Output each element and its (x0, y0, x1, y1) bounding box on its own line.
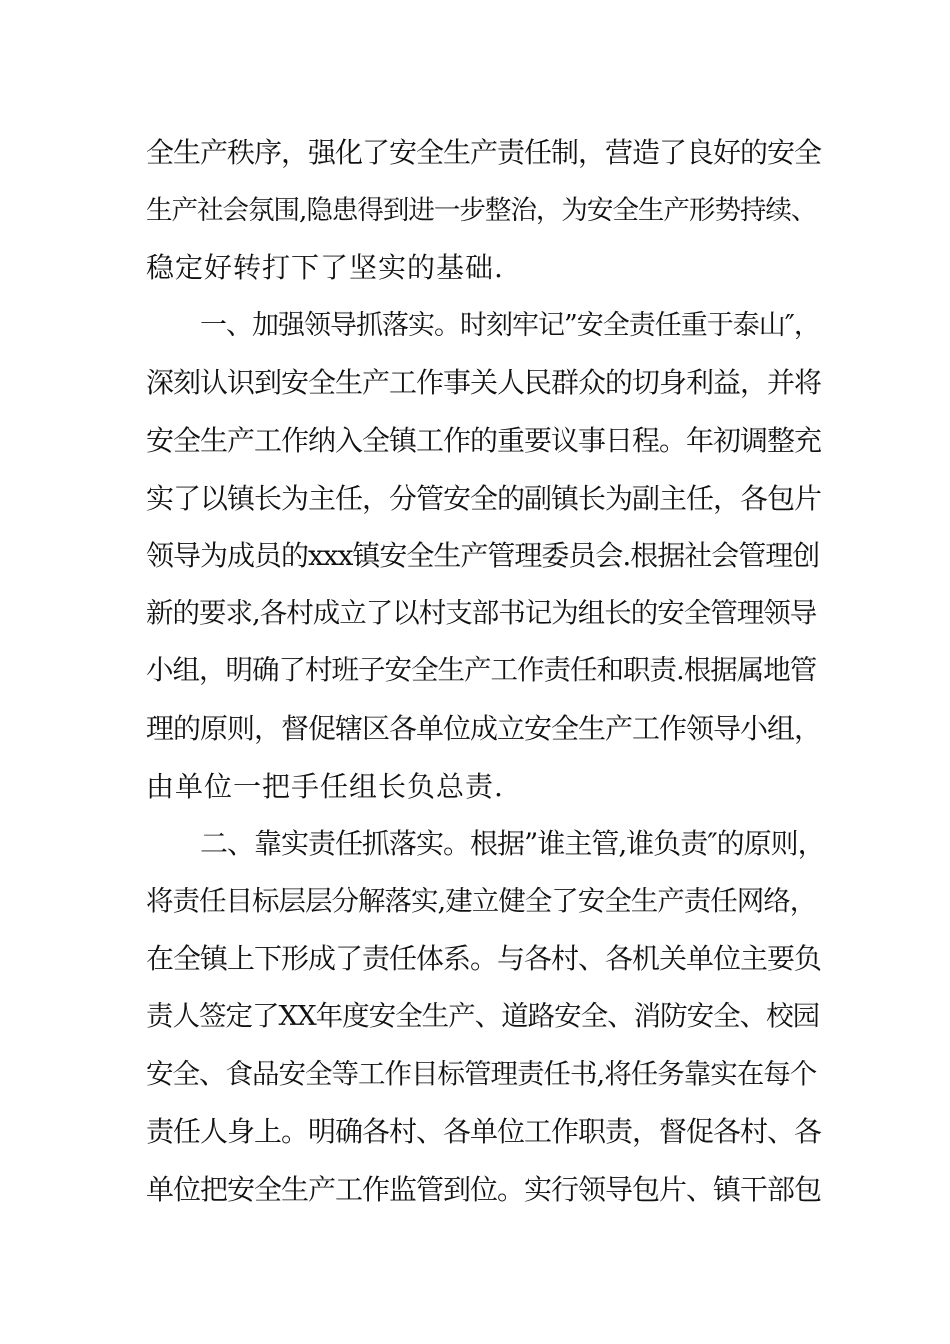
text-line: 稳定好转打下了坚实的基础. (146, 251, 504, 285)
text-line: 领导为成员的xxx镇安全生产管理委员会.根据社会管理创 (146, 539, 820, 573)
text-line: 由单位一把手任组长负总责. (146, 769, 504, 803)
document-body (146, 124, 826, 1218)
text-line: 全生产秩序，强化了安全生产责任制，营造了良好的安全 (146, 136, 822, 169)
text-line: 责任人身上。明确各村、各单位工作职责，督促各村、各 (146, 1115, 822, 1149)
text-line: 在全镇上下形成了责任体系。与各村、各机关单位主要负 (146, 942, 822, 976)
text-line: 深刻认识到安全生产工作事关人民群众的切身利益，并将 (146, 366, 822, 400)
text-line: 将责任目标层层分解落实,建立健全了安全生产责任网络， (146, 884, 817, 917)
text-line: 安全、食品安全等工作目标管理责任书,将任务靠实在每个 (146, 1057, 817, 1090)
text-line: 实了以镇长为主任，分管安全的副镇长为副主任，各包片 (146, 481, 822, 515)
text-line: 责人签定了XX年度安全生产、道路安全、消防安全、校园 (146, 999, 820, 1032)
paragraph-heading-one: 一、加强领导抓落实。时刻牢记”安全责任重于泰山″， (200, 309, 820, 341)
text-line: 小组，明确了村班子安全生产工作责任和职责.根据属地管 (146, 654, 817, 687)
text-line: 新的要求,各村成立了以村支部书记为组长的安全管理领导 (146, 596, 817, 629)
text-line: 单位把安全生产工作监管到位。实行领导包片、镇干部包 (146, 1172, 822, 1206)
paragraph-heading-two: 二、靠实责任抓落实。根据”谁主管,谁负责″的原则， (200, 827, 825, 861)
text-line: 安全生产工作纳入全镇工作的重要议事日程。年初调整充 (146, 423, 822, 457)
text-line: 生产社会氛围,隐患得到进一步整治，为安全生产形势持续、 (146, 194, 817, 226)
text-line: 理的原则，督促辖区各单位成立安全生产工作领导小组， (146, 711, 822, 745)
